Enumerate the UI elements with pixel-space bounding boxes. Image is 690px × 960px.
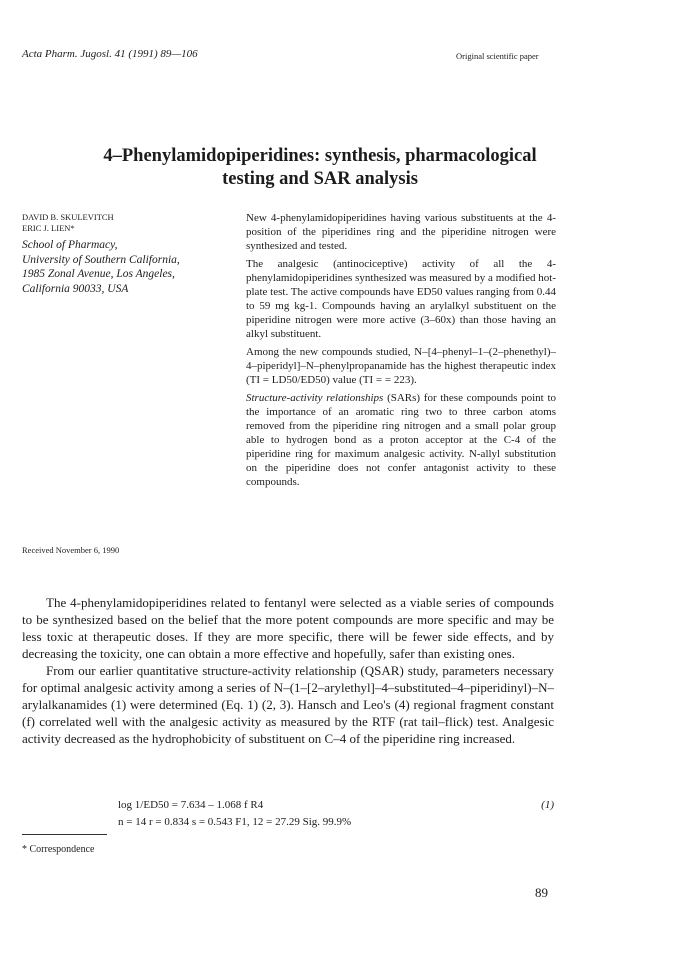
abstract-paragraph [246, 391, 556, 489]
paper-type-label: Original scientific paper [456, 51, 539, 61]
body-text [22, 594, 554, 747]
abstract-paragraph: New 4-phenylamidopiperidines having various substituents at the 4-position of the piperidines ring and the piperidine nitrogen were synthesized and tested. [246, 212, 556, 252]
abstract-paragraph: The analgesic (antinociceptive) activity of all the 4-phenylamidopiperidines synthesized was measured by a modified hot-plate test. The active compounds have ED50 values ranging from 0.44 to 59 mg kg-1. Compounds having an arylalkyl substituent on the piperidine nitrogen were more active (3–60x) than those having an alkyl substituent. [246, 258, 556, 340]
title-line-1: 4–Phenylamidopiperidines: synthesis, pharmacological [103, 146, 537, 166]
equation-text: log 1/ED50 = 7.634 – 1.068 f R4 [118, 799, 264, 811]
journal-reference: Acta Pharm. Jugosl. 41 (1991) 89—106 [22, 48, 198, 60]
footnote-divider [22, 834, 107, 835]
author-name: DAVID B. SKULEVITCH [22, 212, 114, 222]
received-date: Received November 6, 1990 [22, 545, 120, 555]
body-paragraph: From our earlier quantitative structure-activity relationship (QSAR) study, parameters necessary for optimal analgesic activity among a series of N–(1–[2–arylethyl]–4–substituted–4–piperidinyl)–N–arylalkanamides (1) were determined (Eq. 1) (2, 3). Hansch and Leo's (4) regional fragment constant (f) correlated well with the analgesic activity as measured by the RTF (rat tail–flick) test. Analgesic activity decreased as the hydrophobicity of substituent on C–4 of the piperidine ring increased. [22, 663, 554, 746]
affiliation-line: 1985 Zonal Avenue, Los Angeles, [22, 268, 175, 280]
affiliation-line: University of Southern California, [22, 253, 180, 266]
equation-number: (1) [541, 799, 554, 811]
affiliation [22, 238, 222, 296]
title-line-2: testing and SAR analysis [222, 169, 418, 189]
author-list [22, 212, 114, 234]
author-name: ERIC J. LIEN* [22, 223, 75, 233]
equation-statistics: n = 14 r = 0.834 s = 0.543 F1, 12 = 27.29 Sig. 99.9% [118, 816, 352, 828]
abstract [246, 211, 556, 489]
footnote: * Correspondence [22, 844, 95, 855]
page-number: 89 [535, 885, 548, 900]
affiliation-line: California 90033, USA [22, 282, 129, 295]
paper-title [30, 145, 610, 191]
equation-line [118, 797, 554, 814]
affiliation-line: School of Pharmacy, [22, 239, 118, 251]
abstract-emphasis: Structure-activity relationships [246, 392, 384, 404]
body-paragraph: The 4-phenylamidopiperidines related to fentanyl were selected as a viable series of compounds to be synthesized based on the belief that the more potent compounds are more specific and may be less toxic at therapeutic doses. If they are more specific, there will be fewer side effects, and by decreasing the toxicity, one can obtain a more effective and hopefully, safer than existing ones. [22, 595, 554, 661]
abstract-text: (SARs) for these compounds point to the importance of an aromatic ring two to three carbon atoms removed from the piperidine ring nitrogen and a small polar group able to hydrogen bond as a proton acceptor at the C-4 of the piperidine ring for maximum analgesic activity. N-allyl substitution on the piperidine does not confer antagonist activity to these compounds. [246, 392, 557, 488]
abstract-paragraph: Among the new compounds studied, N–[4–phenyl–1–(2–phenethyl)–4–piperidyl]–N–phenylpropanamide has the highest therapeutic index (TI = LD50/ED50) value (TI = = 223). [246, 346, 556, 386]
equation-block [118, 797, 554, 831]
